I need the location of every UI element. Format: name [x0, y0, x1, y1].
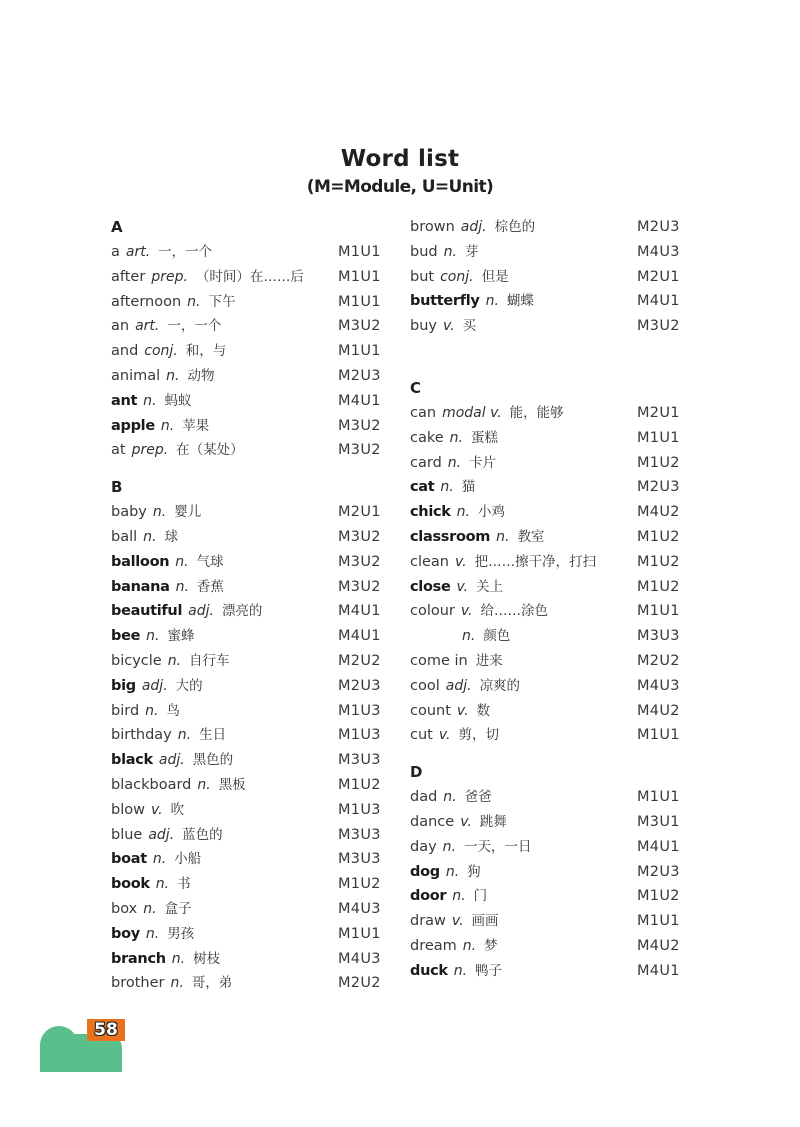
word-entry: [410, 934, 685, 959]
entry-word: bicycle: [111, 652, 162, 669]
word-entry: [111, 699, 386, 724]
entry-part-of-speech: n.: [152, 504, 167, 521]
entry-word: and: [111, 343, 139, 360]
entry-part-of-speech: adj.: [188, 603, 214, 620]
entry-word: blow: [111, 801, 145, 818]
entry-module-unit: M4U3: [637, 677, 680, 694]
entry-module-unit: M4U1: [338, 628, 381, 645]
entry-part-of-speech: n.: [160, 417, 175, 434]
entry-word: door: [410, 888, 447, 905]
word-entry: [410, 699, 685, 724]
word-entry: [410, 810, 685, 835]
entry-word: brown: [410, 219, 455, 235]
section-heading-b: B: [111, 478, 123, 497]
word-entry: [410, 575, 685, 600]
entry-word: after: [111, 268, 146, 285]
entry-word: at: [111, 442, 126, 459]
entry-module-unit: M3U2: [637, 318, 680, 335]
entry-translation: （时间）在……后: [195, 268, 304, 285]
entry-part-of-speech: n.: [155, 876, 170, 893]
entry-module-unit: M2U1: [637, 268, 680, 285]
entry-translation: 球: [164, 528, 178, 545]
entry-word: black: [111, 752, 153, 769]
word-entry: [111, 339, 386, 364]
entry-word: beautiful: [111, 603, 183, 620]
entry-part-of-speech: n.: [175, 553, 189, 570]
entry-word: brother: [111, 975, 165, 992]
entry-part-of-speech: n.: [443, 243, 457, 260]
entry-translation: 在（某处）: [176, 442, 244, 459]
entry-module-unit: M2U3: [637, 219, 680, 235]
entry-module-unit: M3U3: [637, 628, 680, 645]
word-entry: [111, 389, 386, 414]
word-entry: [410, 550, 685, 575]
entry-module-unit: M4U1: [338, 603, 381, 620]
entry-module-unit: M4U3: [637, 243, 680, 260]
entry-part-of-speech: v.: [456, 702, 469, 719]
entry-word: cat: [410, 479, 435, 496]
entry-module-unit: M4U2: [637, 504, 680, 521]
entry-module-unit: M1U1: [637, 913, 680, 930]
entry-module-unit: M2U2: [338, 975, 381, 992]
entry-part-of-speech: n.: [449, 429, 463, 446]
entry-word: baby: [111, 504, 147, 521]
entry-part-of-speech: n.: [456, 504, 470, 521]
entry-translation: 男孩: [167, 925, 195, 942]
entry-part-of-speech: n.: [442, 838, 456, 855]
entry-word: birthday: [111, 727, 172, 744]
entry-part-of-speech: n.: [177, 727, 192, 744]
word-entry: [111, 314, 386, 339]
entry-translation: 猫: [461, 479, 476, 496]
entry-word: balloon: [111, 553, 170, 570]
entry-module-unit: M1U1: [338, 244, 381, 260]
entry-module-unit: M2U2: [637, 652, 680, 669]
entry-translation: 鸟: [166, 702, 180, 719]
entry-part-of-speech: prep.: [151, 268, 188, 285]
entry-module-unit: M2U1: [637, 404, 680, 421]
entry-word: count: [410, 702, 451, 719]
word-entry: [410, 525, 685, 550]
entry-module-unit: M1U1: [338, 925, 381, 942]
entry-module-unit: M2U3: [338, 367, 381, 384]
entry-translation: 蚂蚁: [164, 392, 192, 409]
entry-word: cut: [410, 727, 433, 744]
entry-translation: 门: [473, 888, 488, 905]
section-d-list: [410, 785, 685, 983]
entry-translation: 剪，切: [458, 727, 499, 744]
entry-module-unit: M4U3: [338, 950, 381, 967]
entry-word: bird: [111, 702, 140, 719]
entry-translation: 狗: [467, 863, 481, 880]
entry-word: blue: [111, 826, 143, 843]
word-column-left: [111, 215, 386, 996]
entry-word: classroom: [410, 528, 491, 545]
entry-translation: 芽: [464, 243, 479, 260]
entry-part-of-speech: n.: [187, 293, 201, 310]
entry-module-unit: M3U2: [338, 528, 381, 545]
entry-part-of-speech: n.: [447, 454, 462, 471]
entry-part-of-speech: modal v.: [442, 404, 502, 421]
entry-translation: 颜色: [483, 628, 511, 645]
word-entry: [111, 947, 386, 972]
word-entry: [410, 314, 685, 339]
entry-module-unit: M1U1: [637, 429, 680, 446]
entry-part-of-speech: art.: [135, 318, 160, 335]
entry-part-of-speech: n.: [152, 851, 167, 868]
entry-module-unit: M4U1: [637, 962, 680, 979]
word-entry: [410, 649, 685, 674]
entry-word: butterfly: [410, 293, 480, 310]
entry-translation: 漂亮的: [221, 603, 263, 620]
entry-part-of-speech: v.: [442, 318, 455, 335]
word-entry: [111, 240, 386, 265]
entry-word: ant: [111, 392, 138, 409]
entry-module-unit: M1U2: [338, 776, 381, 793]
entry-module-unit: M3U3: [338, 752, 381, 769]
entry-translation: 吹: [170, 801, 185, 818]
entry-translation: 婴儿: [174, 504, 202, 521]
entry-translation: 蜜蜂: [167, 628, 195, 645]
entry-translation: 一，一个: [158, 244, 213, 260]
entry-part-of-speech: n.: [462, 937, 477, 954]
entry-part-of-speech: adj.: [460, 219, 487, 235]
entry-translation: 进来: [475, 652, 503, 669]
entry-module-unit: M1U1: [637, 789, 680, 806]
entry-translation: 大的: [175, 677, 203, 694]
entry-part-of-speech: n.: [143, 392, 157, 409]
entry-module-unit: M1U1: [338, 293, 381, 310]
entry-module-unit: M3U3: [338, 851, 381, 868]
section-gap: [410, 748, 685, 760]
entry-part-of-speech: n.: [440, 479, 454, 496]
section-c-list: [410, 401, 685, 748]
entry-part-of-speech: n.: [145, 702, 159, 719]
page-subtitle: (M=Module, U=Unit): [306, 177, 494, 197]
entry-translation: 凉爽的: [479, 677, 521, 694]
entry-part-of-speech: n.: [197, 776, 211, 793]
entry-word: dad: [410, 789, 438, 806]
entry-word: bee: [111, 628, 141, 645]
entry-module-unit: M1U1: [338, 343, 381, 360]
entry-translation: 蛋糕: [471, 429, 498, 446]
entry-word: blackboard: [111, 776, 192, 793]
entry-translation: 书: [177, 876, 191, 893]
word-entry: [111, 897, 386, 922]
entry-word: cake: [410, 429, 444, 446]
entry-part-of-speech: adj.: [148, 826, 175, 843]
entry-translation: 气球: [196, 553, 224, 570]
word-entry: [410, 475, 685, 500]
entry-part-of-speech: n.: [496, 528, 510, 545]
entry-part-of-speech: n.: [146, 628, 160, 645]
word-entry: [111, 748, 386, 773]
word-entry: [111, 971, 386, 996]
entry-module-unit: M3U2: [338, 578, 381, 595]
entry-word: branch: [111, 950, 166, 967]
entry-word: apple: [111, 417, 155, 434]
page-title: Word list: [340, 146, 460, 172]
entry-module-unit: M4U1: [637, 838, 680, 855]
entry-part-of-speech: v.: [456, 578, 469, 595]
entry-part-of-speech: n.: [167, 652, 182, 669]
entry-part-of-speech: n.: [143, 528, 157, 545]
entry-translation: 生日: [199, 727, 227, 744]
entry-part-of-speech: n.: [171, 950, 186, 967]
entry-word: book: [111, 876, 150, 893]
entry-module-unit: M1U2: [637, 578, 680, 595]
entry-module-unit: M2U1: [338, 504, 381, 521]
entry-module-unit: M1U2: [637, 454, 680, 471]
entry-translation: 买: [462, 318, 477, 335]
entry-word: colour: [410, 603, 455, 620]
entry-module-unit: M3U2: [338, 417, 381, 434]
entry-word: box: [111, 900, 138, 917]
word-entry: [410, 723, 685, 748]
word-entry: [111, 847, 386, 872]
entry-part-of-speech: v.: [460, 603, 473, 620]
entry-translation: 棕色的: [494, 219, 536, 235]
word-entry: [111, 723, 386, 748]
entry-translation: 和，与: [185, 343, 227, 360]
entry-translation: 但是: [481, 268, 509, 285]
section-heading-d: D: [410, 763, 423, 782]
word-entry: [111, 599, 386, 624]
page-number-badge: 58: [87, 1019, 125, 1041]
entry-translation: 画画: [471, 913, 499, 930]
entry-part-of-speech: adj.: [141, 677, 168, 694]
entry-module-unit: M1U3: [338, 702, 381, 719]
entry-translation: 关上: [476, 578, 504, 595]
entry-translation: 哥，弟: [191, 975, 233, 992]
entry-translation: 一，一个: [167, 318, 222, 335]
section-b-list-part1: [111, 500, 386, 996]
entry-word: big: [111, 677, 136, 694]
entry-part-of-speech: n.: [166, 367, 180, 384]
word-entry: [410, 599, 685, 624]
entry-word: bud: [410, 243, 438, 260]
entry-module-unit: M1U2: [637, 528, 680, 545]
entry-module-unit: M3U3: [338, 826, 381, 843]
entry-translation: 蓝色的: [182, 826, 223, 843]
section-b-list-part2: [410, 215, 685, 339]
word-entry: [111, 500, 386, 525]
entry-part-of-speech: n.: [143, 900, 157, 917]
word-entry: [111, 624, 386, 649]
word-entry: [111, 922, 386, 947]
entry-module-unit: M2U3: [637, 479, 680, 496]
word-entry: [111, 550, 386, 575]
entry-translation: 黑色的: [192, 752, 234, 769]
entry-word: afternoon: [111, 293, 182, 310]
word-entry: [111, 575, 386, 600]
section-gap: [111, 463, 386, 475]
word-entry: [111, 290, 386, 315]
entry-translation: 动物: [187, 367, 215, 384]
word-entry: [111, 265, 386, 290]
entry-word: dream: [410, 937, 457, 954]
entry-translation: 小船: [174, 851, 202, 868]
entry-word: duck: [410, 962, 448, 979]
entry-word: card: [410, 454, 442, 471]
entry-word: buy: [410, 318, 437, 335]
word-entry: [111, 414, 386, 439]
entry-module-unit: M3U2: [338, 553, 381, 570]
entry-word: boat: [111, 851, 147, 868]
entry-part-of-speech: n.: [170, 975, 184, 992]
entry-translation: 爸爸: [464, 789, 492, 806]
entry-translation: 树枝: [193, 950, 221, 967]
word-entry: [111, 649, 386, 674]
entry-translation: 一天，一日: [464, 838, 532, 855]
word-entry: [410, 500, 685, 525]
word-entry: [410, 451, 685, 476]
word-entry: [410, 909, 685, 934]
entry-module-unit: M4U3: [338, 900, 381, 917]
entry-part-of-speech: conj.: [144, 343, 178, 360]
entry-translation: 蝴蝶: [506, 293, 534, 310]
entry-translation: 香蕉: [196, 578, 224, 595]
entry-module-unit: M1U2: [637, 553, 680, 570]
entry-word: close: [410, 578, 451, 595]
entry-translation: 梦: [484, 937, 498, 954]
entry-module-unit: M4U1: [338, 392, 381, 409]
entry-module-unit: M2U3: [338, 677, 381, 694]
entry-part-of-speech: n.: [462, 628, 476, 645]
entry-part-of-speech: v.: [451, 913, 464, 930]
entry-module-unit: M3U2: [338, 442, 381, 459]
word-entry: [111, 525, 386, 550]
word-entry: [410, 240, 685, 265]
entry-module-unit: M1U1: [637, 603, 680, 620]
entry-word: ball: [111, 528, 138, 545]
entry-part-of-speech: v.: [460, 813, 472, 830]
entry-word: a: [111, 244, 120, 260]
entry-part-of-speech: n.: [443, 789, 457, 806]
entry-module-unit: M4U2: [637, 702, 680, 719]
word-entry: [111, 773, 386, 798]
entry-translation: 给……涂色: [480, 603, 548, 620]
entry-translation: 小鸡: [477, 504, 505, 521]
entry-word: day: [410, 838, 437, 855]
entry-part-of-speech: n.: [452, 888, 466, 905]
entry-translation: 自行车: [189, 652, 230, 669]
entry-word: chick: [410, 504, 451, 521]
entry-word: but: [410, 268, 435, 285]
word-column-right: [410, 215, 685, 984]
entry-translation: 苹果: [182, 417, 210, 434]
entry-module-unit: M3U1: [637, 813, 680, 830]
entry-word: clean: [410, 553, 449, 570]
entry-translation: 跳舞: [479, 813, 507, 830]
word-entry: [410, 265, 685, 290]
word-entry: [410, 835, 685, 860]
entry-word: draw: [410, 913, 446, 930]
entry-word: cool: [410, 677, 440, 694]
entry-word: dance: [410, 813, 455, 830]
entry-translation: 盒子: [164, 900, 192, 917]
entry-part-of-speech: v.: [150, 801, 163, 818]
entry-translation: 数: [476, 702, 491, 719]
word-entry: [111, 438, 386, 463]
entry-part-of-speech: conj.: [440, 268, 474, 285]
entry-translation: 教室: [517, 528, 545, 545]
entry-word: an: [111, 318, 130, 335]
entry-translation: 把……擦干净，打扫: [474, 553, 597, 570]
entry-module-unit: M4U1: [637, 293, 680, 310]
word-entry: [410, 401, 685, 426]
entry-word: dog: [410, 863, 440, 880]
entry-word: can: [410, 404, 437, 421]
word-entry: [111, 798, 386, 823]
word-entry: [410, 289, 685, 314]
entry-module-unit: M1U2: [338, 876, 381, 893]
entry-part-of-speech: v.: [455, 553, 467, 570]
entry-module-unit: M4U2: [637, 937, 680, 954]
entry-translation: 鸭子: [475, 962, 503, 979]
entry-part-of-speech: n.: [453, 962, 468, 979]
word-entry: [410, 674, 685, 699]
entry-word: come in: [410, 652, 468, 669]
entry-module-unit: M1U1: [637, 727, 680, 744]
entry-part-of-speech: n.: [485, 293, 499, 310]
entry-module-unit: M1U2: [637, 888, 680, 905]
entry-translation: 能，能够: [509, 404, 564, 421]
word-entry: [111, 364, 386, 389]
entry-module-unit: M3U2: [338, 318, 381, 335]
entry-part-of-speech: prep.: [131, 442, 169, 459]
word-entry: [410, 426, 685, 451]
entry-part-of-speech: n.: [175, 578, 189, 595]
word-entry: [111, 674, 386, 699]
entry-translation: 下午: [208, 293, 236, 310]
word-entry: [111, 823, 386, 848]
entry-word: boy: [111, 925, 140, 942]
entry-part-of-speech: v.: [438, 727, 451, 744]
word-entry: [410, 884, 685, 909]
section-gap: [410, 339, 685, 376]
section-heading-a: A: [111, 218, 123, 236]
word-entry: [410, 215, 685, 240]
section-a-list: [111, 240, 386, 463]
word-entry: [410, 624, 685, 649]
entry-module-unit: M1U3: [338, 727, 381, 744]
entry-translation: 卡片: [469, 454, 497, 471]
entry-part-of-speech: art.: [125, 244, 151, 260]
entry-module-unit: M1U1: [338, 268, 381, 285]
entry-part-of-speech: adj.: [158, 752, 185, 769]
word-entry: [410, 860, 685, 885]
entry-part-of-speech: n.: [445, 863, 460, 880]
entry-module-unit: M2U3: [637, 863, 680, 880]
entry-part-of-speech: adj.: [445, 677, 472, 694]
entry-module-unit: M2U2: [338, 652, 381, 669]
word-entry: [410, 785, 685, 810]
entry-word: banana: [111, 578, 170, 595]
entry-part-of-speech: n.: [145, 925, 160, 942]
entry-translation: 黑板: [218, 776, 246, 793]
word-entry: [111, 872, 386, 897]
entry-word: animal: [111, 367, 161, 384]
entry-module-unit: M1U3: [338, 801, 381, 818]
section-heading-c: C: [410, 378, 422, 397]
word-entry: [410, 959, 685, 984]
